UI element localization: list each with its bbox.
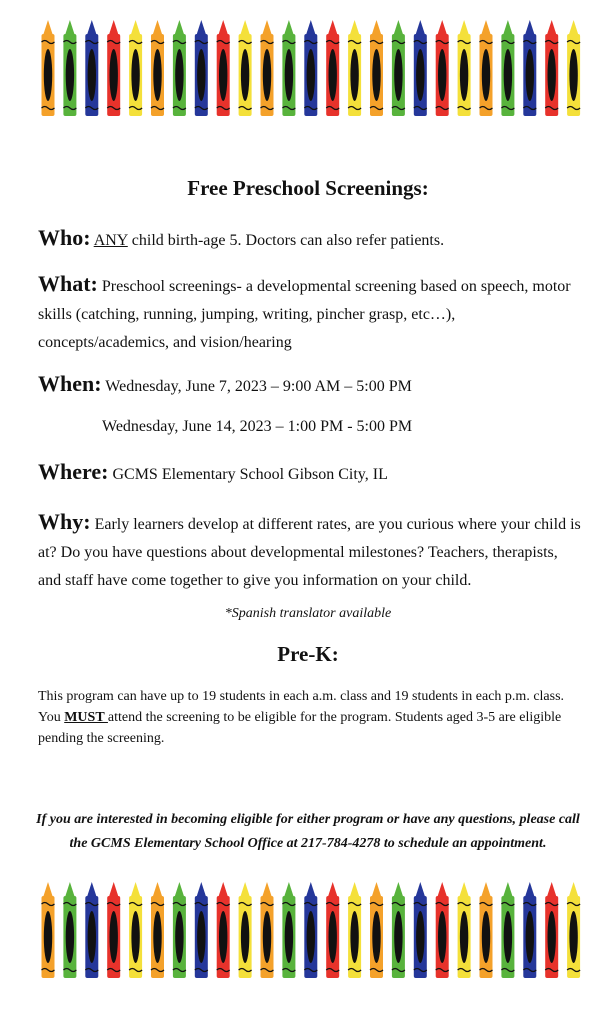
where-section (38, 458, 583, 489)
prek-text-2: attend the screening to be eligible for the program. Students aged 3-5 are eligible pending the screening. (38, 710, 562, 746)
top-crayon-6 (173, 20, 186, 116)
top-crayon-1 (63, 20, 76, 116)
bottom-crayon-16 (392, 882, 405, 978)
bottom-crayon-7 (195, 882, 208, 978)
when-label: When: (38, 371, 102, 396)
top-crayon-22 (523, 20, 536, 116)
bottom-crayon-20 (480, 882, 493, 978)
bottom-crayon-13 (326, 882, 339, 978)
bottom-crayon-15 (370, 882, 383, 978)
bottom-crayon-24 (567, 882, 580, 978)
who-text: child birth-age 5. Doctors can also refer patients. (127, 232, 445, 249)
where-label: Where: (38, 459, 109, 484)
bottom-crayon-11 (282, 882, 295, 978)
top-crayon-2 (85, 20, 98, 116)
crayon-border-bottom (0, 880, 616, 980)
why-text: Early learners develop at different rates, are you curious where your child is at? Do you have questions about developmental milestones? Teachers, therapists, and staff have come together to give you information on your child. (38, 516, 581, 589)
top-crayon-5 (151, 20, 164, 116)
what-section (38, 270, 583, 357)
bottom-crayon-18 (436, 882, 449, 978)
bottom-crayon-23 (545, 882, 558, 978)
what-text: Preschool screenings- a developmental screening based on speech, motor skills (catching, running, jumping, writing, pincher grasp, etc…), concepts/academics, and vision/hearing (38, 278, 571, 351)
top-crayon-7 (195, 20, 208, 116)
bottom-crayon-2 (85, 882, 98, 978)
top-crayon-9 (239, 20, 252, 116)
bottom-crayon-22 (523, 882, 536, 978)
when-line-1: Wednesday, June 7, 2023 – 9:00 AM – 5:00 PM (101, 378, 412, 395)
bottom-crayon-10 (261, 882, 274, 978)
when-line-2: Wednesday, June 14, 2023 – 1:00 PM - 5:00 PM (102, 418, 413, 435)
bottom-crayon-1 (63, 882, 76, 978)
top-crayon-16 (392, 20, 405, 116)
bottom-crayon-5 (151, 882, 164, 978)
bottom-crayon-19 (458, 882, 471, 978)
top-crayon-17 (414, 20, 427, 116)
prek-body (38, 686, 583, 749)
crayon-border-top (0, 18, 616, 118)
top-crayon-14 (348, 20, 361, 116)
top-crayon-19 (458, 20, 471, 116)
top-crayon-10 (261, 20, 274, 116)
when-section (38, 370, 583, 401)
top-crayon-23 (545, 20, 558, 116)
bottom-crayon-17 (414, 882, 427, 978)
bottom-crayon-9 (239, 882, 252, 978)
top-crayon-11 (282, 20, 295, 116)
bottom-crayon-6 (173, 882, 186, 978)
bottom-crayon-3 (107, 882, 120, 978)
top-crayon-18 (436, 20, 449, 116)
top-crayon-20 (480, 20, 493, 116)
top-crayon-21 (501, 20, 514, 116)
bottom-crayon-4 (129, 882, 142, 978)
where-text: GCMS Elementary School Gibson City, IL (108, 466, 388, 483)
bottom-crayon-14 (348, 882, 361, 978)
why-label: Why: (38, 509, 91, 534)
why-section (38, 508, 583, 595)
contact-info: If you are interested in becoming eligible for either program or have any questions, please call the GCMS Elementary School Office at 217-784-4278 to schedule an appointment. (36, 812, 580, 851)
top-crayon-4 (129, 20, 142, 116)
bottom-crayon-12 (304, 882, 317, 978)
page-title: Free Preschool Screenings: (187, 176, 429, 200)
top-crayon-0 (42, 20, 55, 116)
bottom-crayon-0 (42, 882, 55, 978)
prek-text-1: This program can have up to 19 students in each a.m. class and 19 students in each p.m. class. You (38, 689, 565, 725)
translator-note: *Spanish translator available (224, 606, 392, 621)
who-any: ANY (93, 232, 128, 249)
top-crayon-12 (304, 20, 317, 116)
bottom-crayon-21 (501, 882, 514, 978)
bottom-crayon-8 (217, 882, 230, 978)
who-section (38, 224, 583, 255)
prek-must: MUST (64, 710, 108, 725)
top-crayon-13 (326, 20, 339, 116)
who-label: Who: (38, 225, 91, 250)
top-crayon-8 (217, 20, 230, 116)
top-crayon-24 (567, 20, 580, 116)
prek-heading: Pre-K: (277, 642, 339, 666)
what-label: What: (38, 271, 98, 296)
top-crayon-3 (107, 20, 120, 116)
top-crayon-15 (370, 20, 383, 116)
